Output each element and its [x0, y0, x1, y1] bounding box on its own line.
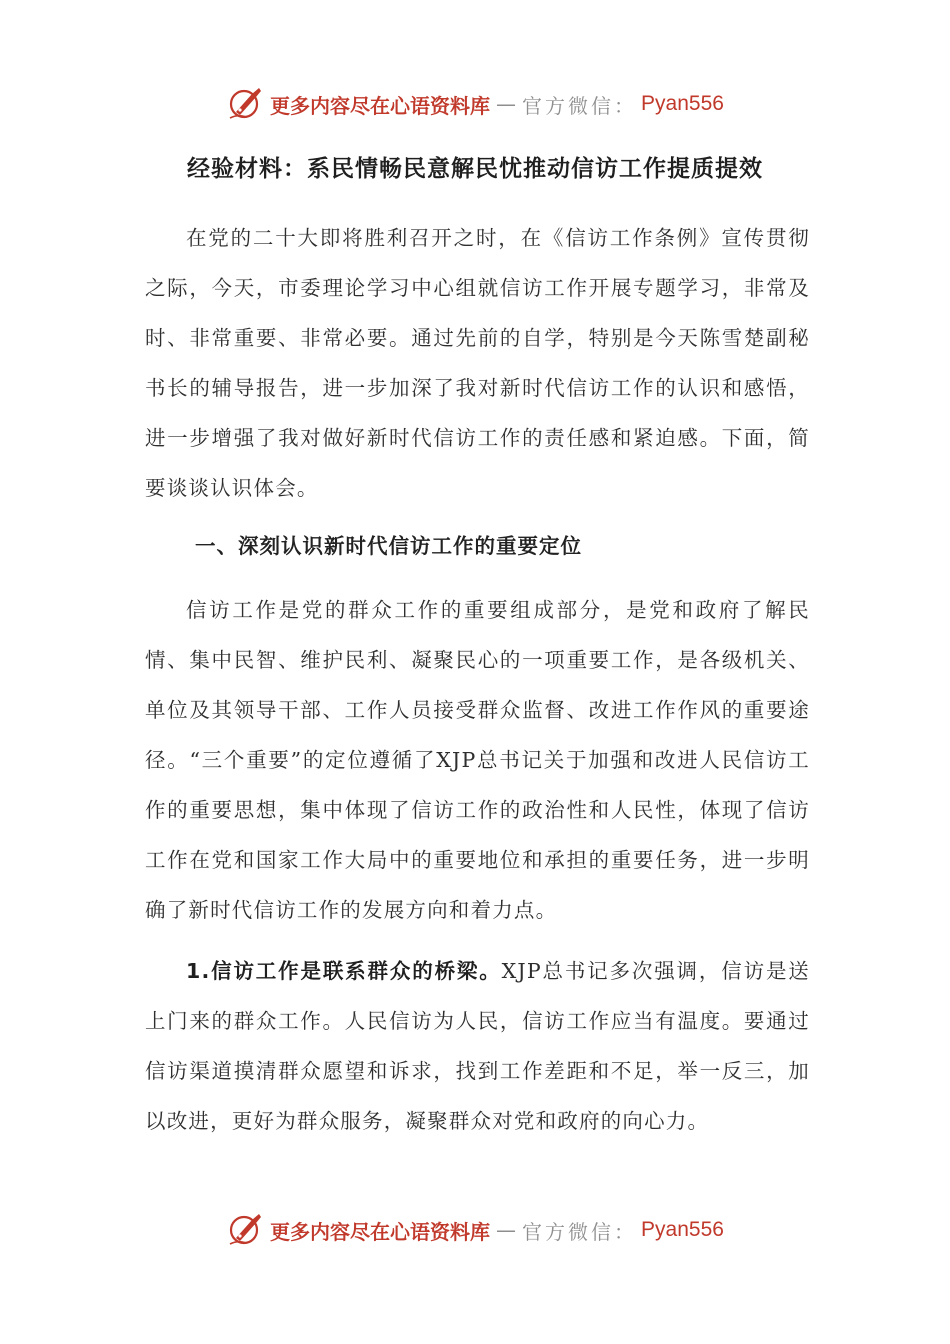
banner-separator: —: [496, 1218, 517, 1242]
header-banner: [0, 82, 950, 126]
wechat-label: 官方微信：: [522, 1219, 638, 1244]
banner-separator: —: [496, 92, 517, 116]
document-title: 经验材料：系民情畅民意解民忧推动信访工作提质提效: [187, 156, 763, 182]
paragraph-bridge-body: XJP总书记多次强调，信访是送上门来的群众工作。人民信访为人民，信访工作应当有温度。要通过信访渠道摸清群众愿望和诉求，找到工作差距和不足，举一反三，加以改进，更好为群众服务，凝聚群众对党和政府的向心力。: [145, 959, 810, 1133]
wechat-id: Pyan556: [641, 92, 724, 115]
paragraph-bridge: [145, 946, 810, 1146]
footer-banner: [0, 1208, 950, 1252]
paragraph-intro: 在党的二十大即将胜利召开之时，在《信访工作条例》宣传贯彻之际，今天，市委理论学习中心组就信访工作开展专题学习，非常及时、非常重要、非常必要。通过先前的自学，特别是今天陈雪楚副秘书长的辅导报告，进一步加深了我对新时代信访工作的认识和感悟，进一步增强了我对做好新时代信访工作的责任感和紧迫感。下面，简要谈谈认识体会。: [145, 226, 810, 500]
wechat-id: Pyan556: [641, 1218, 724, 1241]
section-heading-1: 一、深刻认识新时代信访工作的重要定位: [195, 534, 582, 558]
site-name: 更多内容尽在心语资料库: [270, 1219, 491, 1244]
site-name: 更多内容尽在心语资料库: [270, 93, 491, 118]
pen-nib-logo-icon: [226, 1210, 266, 1250]
paragraph-positioning: 信访工作是党的群众工作的重要组成部分，是党和政府了解民情、集中民智、维护民利、凝聚民心的一项重要工作，是各级机关、单位及其领导干部、工作人员接受群众监督、改进工作作风的重要途径。“三个重要”的定位遵循了XJP总书记关于加强和改进人民信访工作的重要思想，集中体现了信访工作的政治性和人民性，体现了信访工作在党和国家工作大局中的重要地位和承担的重要任务，进一步明确了新时代信访工作的发展方向和着力点。: [145, 598, 810, 922]
pen-nib-logo-icon: [226, 84, 266, 124]
wechat-label: 官方微信：: [522, 93, 638, 118]
paragraph-bridge-lead: 1.信访工作是联系群众的桥梁。: [186, 959, 502, 983]
